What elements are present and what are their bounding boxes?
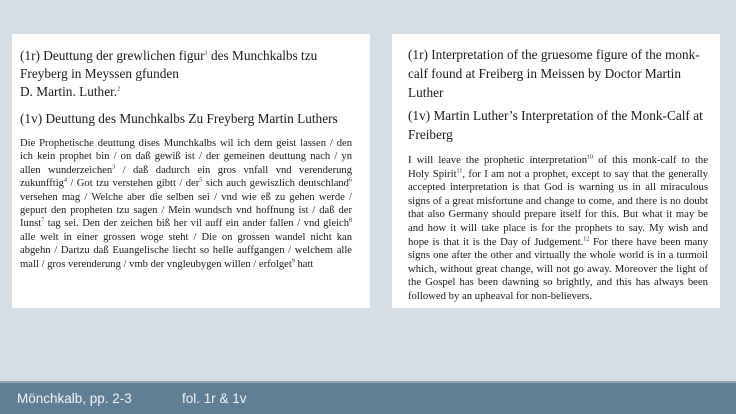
english-translation-panel <box>392 34 720 308</box>
text-segment: sich auch gewiszlich deutschland <box>202 178 349 190</box>
heading-1v-german <box>20 110 360 128</box>
text-segment: des Munchkalbs tzu Freyberg in Meyssen gfunden <box>20 48 318 81</box>
text-segment: For there have been many signs one after the other and virtually the whole world is in a turmoil which, without great change, will not go away. Moreover the light of the Gospel has been dawning so brightly, and this has always been followed by an upheaval for non-believers. <box>408 235 708 302</box>
footnote-marker: 1 <box>204 50 208 57</box>
footer-source: Mönchkalb, pp. 2-3 <box>17 391 132 406</box>
text-segment: (1r) Deuttung der grewlichen figur <box>20 48 205 63</box>
footnote-marker: 7 <box>41 217 45 224</box>
heading-1v-english <box>408 106 708 144</box>
footnote-marker: 8 <box>349 217 352 224</box>
footnote-marker: 11 <box>456 168 463 175</box>
footnote-marker: 5 <box>199 177 203 184</box>
text-segment: Die Prophetische deuttung dises Munchkalbs wil ich dem geist lassen / den ich kein prophet bin / on daß gewiß ist / der gemeinen deuttung nach / yn allen wunderzeichen <box>20 138 352 176</box>
footnote-marker: 4 <box>63 177 67 184</box>
text-segment: (1v) Martin Luther’s Interpretation of the Monk-Calf at Freiberg <box>408 108 703 142</box>
text-segment: hatt <box>294 258 314 270</box>
footnote-marker: 2 <box>117 86 121 93</box>
footnote-marker: 10 <box>587 154 594 161</box>
text-segment: , for I am not a prophet, except to say that the generally accepted interpretation is that God is warning us in all miraculous signs of a great misfortune and change to come, and there is no doubt that also Germany should prepare itself for this. But what it may be and how it will take place is for the prophets to say. My wish and hope is that it is the Day of Judgement. <box>408 167 708 248</box>
german-text-panel <box>12 34 370 308</box>
text-segment: / Got tzu verstehen gibtt / der <box>66 178 200 190</box>
footer-folio: fol. 1r & 1v <box>182 391 247 406</box>
body-german <box>20 137 352 271</box>
text-segment: of this monk-calf to the Holy Spirit <box>408 154 709 180</box>
footnote-marker: 9 <box>291 258 295 265</box>
footnote-marker: 3 <box>112 164 116 171</box>
text-segment: (1v) Deuttung des Munchkalbs Zu Freyberg Martin Luthers <box>20 111 338 126</box>
body-english <box>408 154 708 304</box>
footer-bar <box>0 381 736 414</box>
footnote-marker: 12 <box>583 236 590 242</box>
heading-1r-german <box>20 47 360 101</box>
text-segment: tag sei. Den der zeichen biß her vil auff ein ander fallen / vnd gleich <box>44 218 349 230</box>
text-segment: (1r) Interpretation of the gruesome figure of the monk-calf found at Freiberg in Meissen by Doctor Martin Luther <box>408 47 700 100</box>
text-segment: versehen mag / Welche aber die selben sei / vnd wie eß zu gehen werde / gepurt den propheten tzu sagen / Mein wundsch vnd hoffnung ist / daß der Iunst <box>20 191 352 230</box>
text-segment: D. Martin. Luther. <box>20 84 118 99</box>
heading-1r-english <box>408 45 708 102</box>
text-segment: / daß dadurch ein gros vnfall vnd verenderung zukunfftig <box>20 164 352 190</box>
footnote-marker: 6 <box>348 177 352 184</box>
text-segment: alle welt in einer grossen woge steht / Die on grossen wandel nicht kan abgehn / Dartzu daß Euangelische liecht so helle auffgangen / welchem alle mall / gros verenderung / vmb der vngleubygen willen / erfolget <box>20 231 352 270</box>
text-segment: I will leave the prophetic interpretation <box>408 154 588 166</box>
